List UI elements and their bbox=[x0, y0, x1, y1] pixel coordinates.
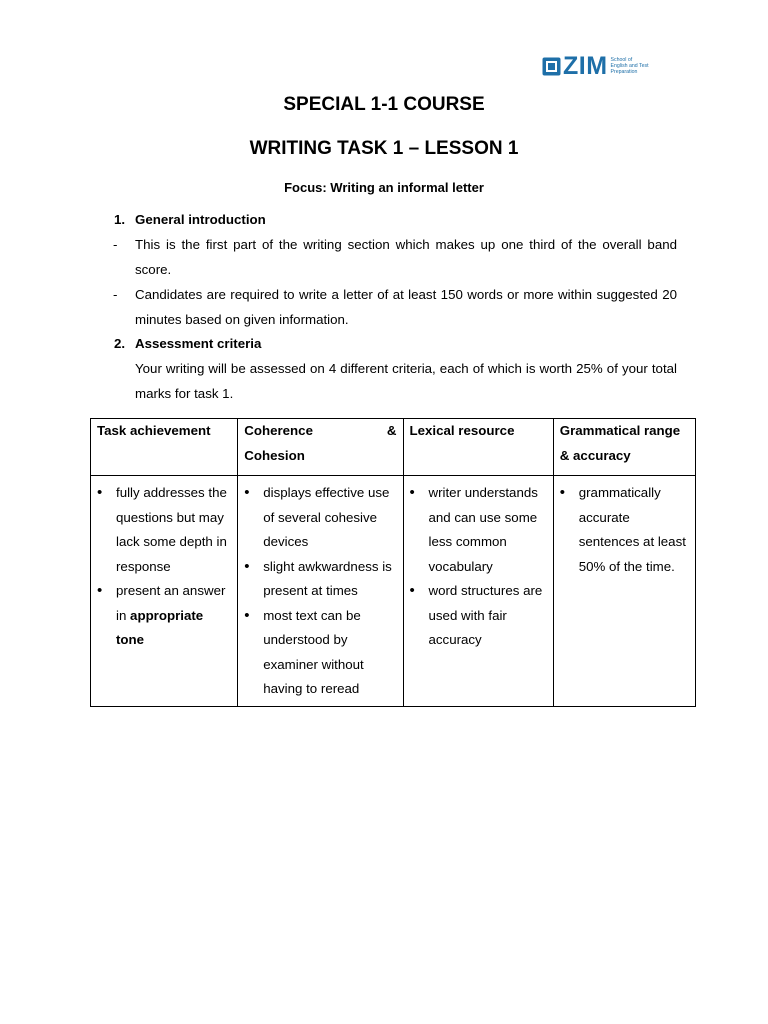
page-title: SPECIAL 1-1 COURSE bbox=[283, 94, 485, 115]
table-header-row bbox=[91, 419, 696, 476]
logo-wordmark: ZIM bbox=[563, 51, 608, 80]
section-2-heading: 2. Assessment criteria bbox=[114, 336, 262, 351]
header-coherence-cohesion: Coherence & Cohesion bbox=[238, 419, 403, 476]
list-item: - Candidates are required to write a letter of at least 150 words or more within suggested 20 minutes based on given information. bbox=[113, 287, 677, 327]
logo-tagline: School of English and Test Preparation bbox=[610, 57, 649, 75]
zim-logo bbox=[542, 52, 671, 80]
table-row bbox=[91, 476, 696, 707]
list-item: • slight awkwardness is present at times bbox=[244, 555, 396, 604]
book-logo-icon bbox=[542, 57, 561, 76]
list-item: • writer understands and can use some less common vocabulary bbox=[410, 481, 547, 579]
section-1-heading: 1. General introduction bbox=[114, 212, 266, 227]
list-item: • fully addresses the questions but may lack some depth in response bbox=[97, 481, 231, 579]
list-item: • present an answer in appropriate tone bbox=[97, 579, 231, 653]
header-task-achievement: Task achievement bbox=[91, 419, 238, 476]
section-2-paragraph: Your writing will be assessed on 4 different criteria, each of which is worth 25% of your total marks for task 1. bbox=[135, 361, 677, 401]
list-item: • word structures are used with fair accuracy bbox=[410, 579, 547, 653]
cell-coherence-cohesion bbox=[238, 476, 403, 707]
assessment-criteria-table bbox=[90, 418, 696, 707]
list-item: • most text can be understood by examiner without having to reread bbox=[244, 604, 396, 702]
header-lexical-resource: Lexical resource bbox=[403, 419, 553, 476]
list-item: • displays effective use of several cohesive devices bbox=[244, 481, 396, 555]
cell-task-achievement bbox=[91, 476, 238, 707]
header-grammatical-range: Grammatical range & accuracy bbox=[553, 419, 695, 476]
list-item: • grammatically accurate sentences at least 50% of the time. bbox=[560, 481, 689, 579]
focus-line: Focus: Writing an informal letter bbox=[284, 180, 484, 195]
cell-lexical-resource bbox=[403, 476, 553, 707]
page-subtitle: WRITING TASK 1 – LESSON 1 bbox=[249, 138, 519, 159]
list-item: - This is the first part of the writing section which makes up one third of the overall band score. bbox=[113, 237, 677, 277]
cell-grammatical-range bbox=[553, 476, 695, 707]
